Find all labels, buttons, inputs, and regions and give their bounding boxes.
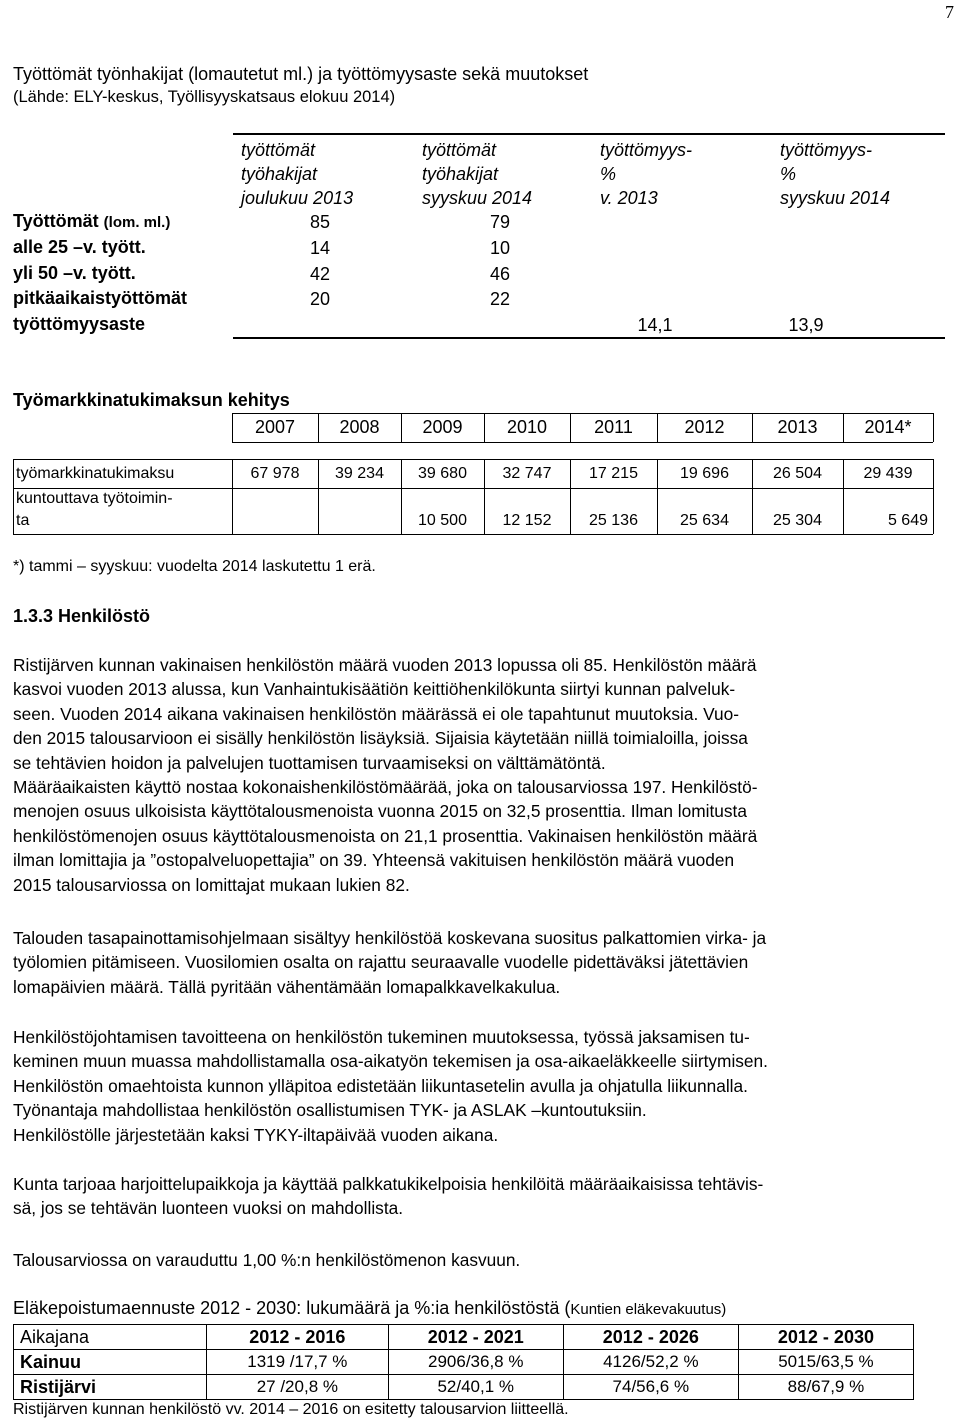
- text-line: Työnantaja mahdollistaa henkilöstön osallistumisen TYK- ja ASLAK –kuntoutuksiin.: [13, 1100, 647, 1121]
- text-line: Henkilöstölle järjestetään kaksi TYKY-iltapäivää vuoden aikana.: [13, 1124, 499, 1145]
- pension-title-note: Kuntien eläkevakuutus): [570, 1301, 727, 1318]
- rule: [13, 459, 933, 460]
- text-line: Ristijärven kunnan vakinaisen henkilöstön määrä vuoden 2013 lopussa oli 85. Henkilöstön määrä: [13, 655, 757, 675]
- year-header: 2013: [777, 417, 818, 437]
- header-cell: Aikajana: [14, 1325, 207, 1350]
- cell-value: 19 696: [680, 465, 729, 482]
- header-line: syyskuu 2014: [780, 188, 891, 208]
- header-cell: 2012 - 2026: [563, 1325, 738, 1350]
- year-header: 2012: [684, 417, 725, 437]
- header-line: työttömyys-: [600, 140, 693, 160]
- rule: [13, 488, 933, 489]
- cell-value: 25 136: [589, 512, 638, 529]
- rule: [13, 534, 933, 535]
- tmt-row-label: kuntouttava työtoimin-: [16, 490, 173, 507]
- cell-value: 42: [309, 264, 331, 284]
- paragraph: [13, 926, 957, 999]
- header-line: v. 2013: [600, 188, 658, 208]
- row-label-text: Työttömät: [13, 211, 104, 231]
- source-note: (Lähde: ELY-keskus, Työllisyyskatsaus elokuu 2014): [13, 88, 396, 106]
- header-cell: 2012 - 2021: [388, 1325, 563, 1350]
- row-label: Ristijärvi: [14, 1375, 207, 1400]
- text-line: sä, jos se tehtävän luonteen vuoksi on mahdollista.: [13, 1198, 404, 1219]
- paragraph: [13, 653, 957, 897]
- cell-value: 22: [489, 289, 511, 309]
- row-label: Kainuu: [14, 1350, 207, 1375]
- col-header-rate-2014: [780, 138, 890, 210]
- cell-value: 52/40,1 %: [388, 1375, 563, 1400]
- rule: [232, 413, 933, 414]
- table-row: [14, 1350, 914, 1375]
- cell-value: 27 /20,8 %: [207, 1375, 389, 1400]
- header-cell: 2012 - 2016: [207, 1325, 389, 1350]
- text-line: seen. Vuoden 2014 aikana vakinaisen henkilöstön määrässä ei ole tapahtunut muutoksia. Vuo-: [13, 703, 739, 724]
- col-header-rate-2013: [600, 138, 692, 210]
- text-line: Talouden tasapainottamisohjelmaan sisältyy henkilöstöä koskevana suositus palkattomien virka- ja: [13, 928, 767, 948]
- year-header: 2010: [506, 417, 548, 437]
- text-line: Määräaikaisten käyttö nostaa kokonaishenkilöstömäärää, joka on talousarviossa 197. Henkilöstö-: [13, 777, 758, 798]
- rule: [933, 413, 934, 442]
- text-line: työlomien pitämiseen. Vuosilomien osalta on rajattu seuraavalle vuodelle pidettäväksi jätettävien: [13, 952, 749, 973]
- cell-value: 85: [309, 212, 331, 232]
- paragraph: [13, 1248, 957, 1272]
- text-line: keminen muun muassa mahdollistamalla osa-aikatyön tekemisen ja osa-aikaeläkkeelle siirtymisen.: [13, 1051, 768, 1072]
- table-title: Työttömät työnhakijat (lomautetut ml.) ja työttömyysaste sekä muutokset: [13, 64, 589, 84]
- pension-title-text: Eläkepoistumaennuste 2012 - 2030: lukumäärä ja %:ia henkilöstöstä (: [13, 1298, 571, 1318]
- year-header: 2011: [594, 417, 633, 437]
- pension-title: [13, 1298, 726, 1319]
- tmt-row-label: ta: [16, 512, 30, 529]
- table-row: [14, 1375, 914, 1400]
- text-line: kasvoi vuoden 2013 alussa, kun Vanhaintukisäätiön keittiöhenkilökunta siirtyi kunnan palveluk-: [13, 679, 736, 700]
- header-line: työttömyys-: [780, 140, 873, 160]
- text-line: den 2015 talousarvioon ei sisälly henkilöstön lisäyksiä. Sijaisia käytetään niillä toimialoilla, joissa: [13, 728, 748, 749]
- header-cell: 2012 - 2030: [738, 1325, 913, 1350]
- cell-value: 25 304: [773, 512, 822, 529]
- row-label-under-25: alle 25 –v. tyött.: [13, 237, 146, 257]
- cell-value: 14,1: [637, 315, 673, 335]
- pension-table: [13, 1324, 914, 1400]
- cell-value: 67 978: [250, 465, 300, 482]
- pension-footnote: Ristijärven kunnan henkilöstö vv. 2014 – 2016 on esitetty talousarvion liitteellä.: [13, 1401, 569, 1418]
- header-line: työttömät: [241, 140, 316, 160]
- tmt-row-label: työmarkkinatukimaksu: [16, 465, 175, 482]
- row-label-long-term: pitkäaikaistyöttömät: [13, 288, 188, 308]
- tmt-footnote: *) tammi – syyskuu: vuodelta 2014 laskutettu 1 erä.: [13, 558, 376, 575]
- year-header: 2007: [254, 417, 296, 437]
- table-top-rule: [233, 133, 945, 135]
- header-line: joulukuu 2013: [241, 188, 354, 208]
- row-label-note: (lom. ml.): [103, 214, 171, 231]
- table-row: [14, 1325, 914, 1350]
- cell-value: 1319 /17,7 %: [207, 1350, 389, 1375]
- text-line: menojen osuus ulkoisista käyttötalousmenoista vuonna 2015 on 32,5 prosenttia. Ilman lomitusta: [13, 801, 747, 822]
- header-line: työhakijat: [422, 164, 499, 184]
- year-header: 2009: [422, 417, 463, 437]
- text-line: 2015 talousarviossa on lomittajat mukaan lukien 82.: [13, 874, 410, 895]
- cell-value: 12 152: [502, 512, 552, 529]
- cell-value: 29 439: [863, 465, 913, 482]
- col-header-sep-2014: [422, 138, 532, 210]
- rule: [933, 459, 934, 534]
- year-header: 2014*: [864, 417, 912, 437]
- text-line: Henkilöstön omaehtoista kunnon ylläpitoa edistetään liikuntasetelin avulla ja ohjatulla liikunnalla.: [13, 1075, 748, 1096]
- section-heading: 1.3.3 Henkilöstö: [13, 606, 151, 626]
- text-line: henkilöstömenojen osuus käyttötalousmenoista on 21,1 prosenttia. Vakinaisen henkilöstön määrä: [13, 825, 758, 846]
- cell-value: 25 634: [680, 512, 729, 529]
- cell-value: 20: [309, 289, 331, 309]
- text-line: lomapäivien määrä. Tällä pyritään vähentämään lomapalkkavelkakulua.: [13, 976, 561, 997]
- rule: [232, 442, 933, 443]
- cell-value: 5 649: [887, 512, 928, 529]
- cell-value: 39 680: [418, 465, 467, 482]
- text-line: se tehtävien hoidon ja palvelujen tuottamisen turvaamiseksi on välttämätöntä.: [13, 752, 606, 773]
- cell-value: 10: [489, 238, 511, 258]
- row-label-unemployment-rate: työttömyysaste: [13, 314, 146, 334]
- cell-value: 17 215: [589, 465, 638, 482]
- year-header: 2008: [339, 417, 380, 437]
- row-label-unemployed: [13, 211, 170, 232]
- cell-value: 32 747: [502, 465, 552, 482]
- cell-value: 74/56,6 %: [563, 1375, 738, 1400]
- cell-value: 10 500: [418, 512, 467, 529]
- cell-value: 39 234: [335, 465, 384, 482]
- cell-value: 88/67,9 %: [738, 1375, 913, 1400]
- header-line: %: [780, 164, 797, 184]
- cell-value: 2906/36,8 %: [388, 1350, 563, 1375]
- tmt-title: Työmarkkinatukimaksun kehitys: [13, 390, 290, 410]
- table-bottom-rule: [233, 337, 945, 339]
- cell-value: 5015/63,5 %: [738, 1350, 913, 1375]
- col-header-dec-2013: [241, 138, 353, 210]
- header-line: työhakijat: [241, 164, 318, 184]
- text-line: Henkilöstöjohtamisen tavoitteena on henkilöstön tukeminen muutoksessa, työssä jaksamisen tu-: [13, 1027, 750, 1047]
- cell-value: 13,9: [788, 315, 824, 335]
- cell-value: 46: [489, 264, 511, 284]
- paragraph: [13, 1172, 957, 1221]
- text-line: Talousarviossa on varauduttu 1,00 %:n henkilöstömenon kasvuun.: [13, 1250, 521, 1270]
- cell-value: 79: [489, 212, 511, 232]
- rule: [13, 459, 14, 534]
- page-number: 7: [945, 2, 954, 22]
- cell-value: 26 504: [773, 465, 822, 482]
- paragraph: [13, 1025, 957, 1147]
- header-line: %: [600, 164, 617, 184]
- header-line: syyskuu 2014: [422, 188, 533, 208]
- text-line: ilman lomittajia ja ”ostopalveluopettajia” on 39. Yhteensä vakituisen henkilöstön määrä vuoden: [13, 850, 735, 871]
- cell-value: 14: [309, 238, 331, 258]
- text-line: Kunta tarjoaa harjoittelupaikkoja ja käyttää palkkatukikelpoisia henkilöitä määräaikaisissa tehtävis-: [13, 1174, 764, 1194]
- cell-value: 4126/52,2 %: [563, 1350, 738, 1375]
- header-line: työttömät: [422, 140, 497, 160]
- row-label-over-50: yli 50 –v. tyött.: [13, 263, 136, 283]
